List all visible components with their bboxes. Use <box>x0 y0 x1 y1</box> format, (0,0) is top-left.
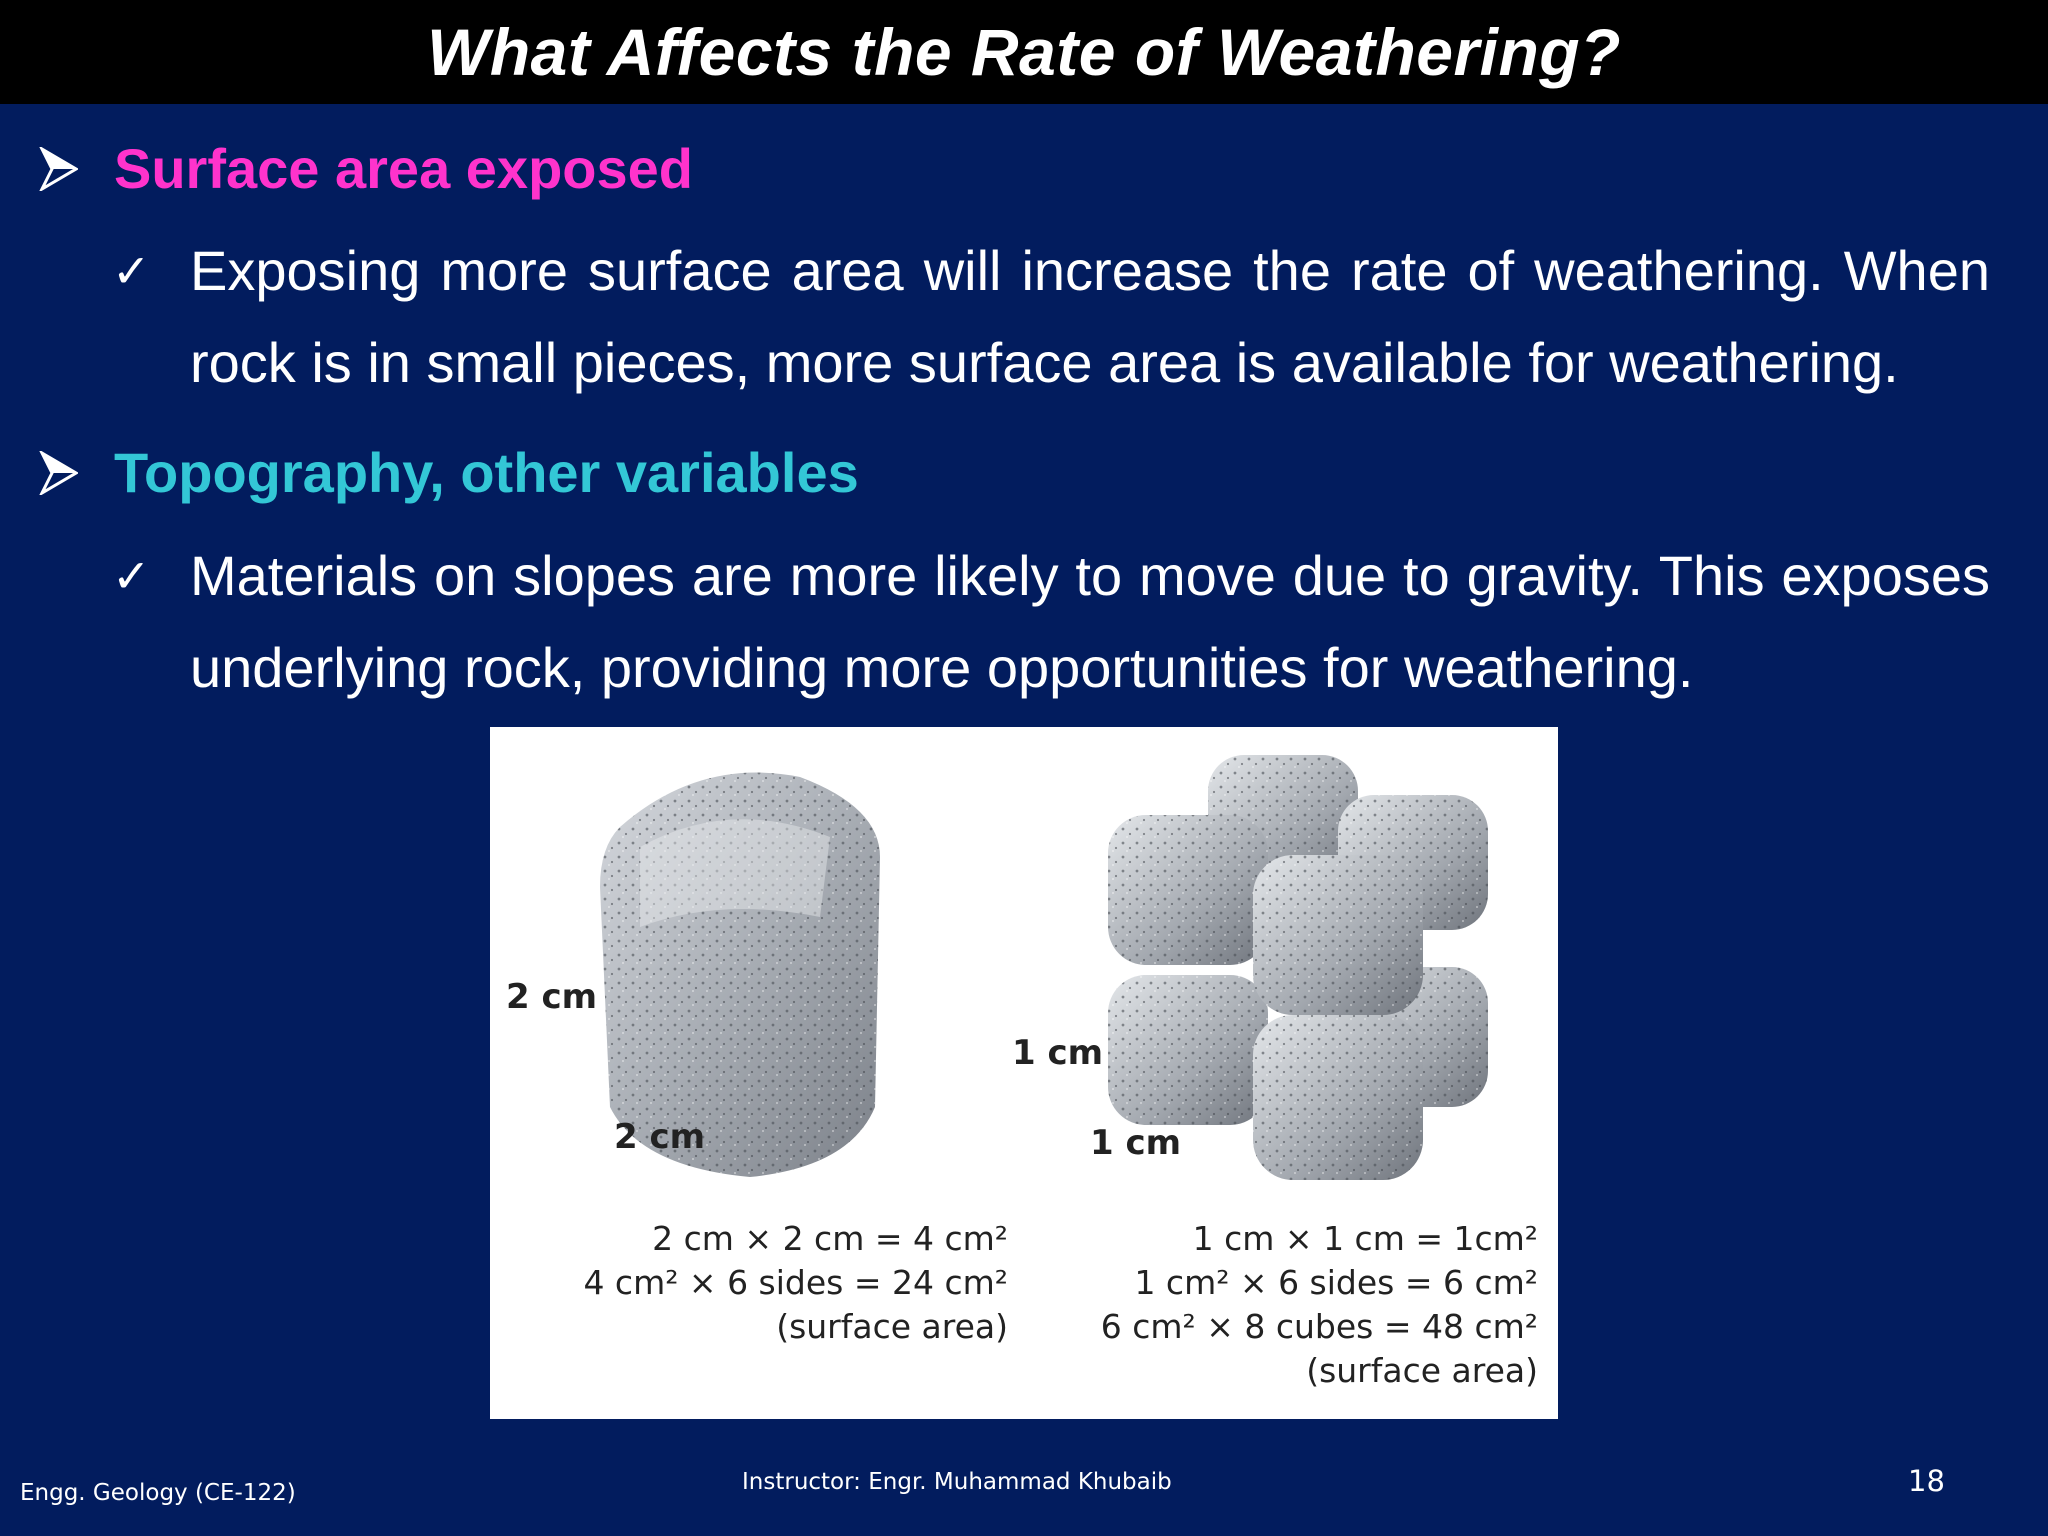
slide-title: What Affects the Rate of Weathering? <box>427 15 1621 89</box>
title-bar <box>0 0 2048 104</box>
large-cube-eq-line: 2 cm × 2 cm = 4 cm² <box>652 1219 1008 1258</box>
arrow-bullet-icon <box>38 147 78 191</box>
bullet-subpoint-1 <box>112 225 1992 409</box>
large-cube-eq-line: (surface area) <box>776 1307 1008 1346</box>
bullet-heading-2: Topography, other variables <box>114 441 859 504</box>
small-cube-eq-line: 6 cm² × 8 cubes = 48 cm² <box>1100 1307 1538 1346</box>
checkmark-icon: ✓ <box>112 549 151 603</box>
small-cubes-calculation <box>1101 1217 1538 1393</box>
large-cube-calculation <box>583 1217 1008 1349</box>
small-cube-eq-line: (surface area) <box>1306 1351 1538 1390</box>
checkmark-icon: ✓ <box>112 244 151 298</box>
small-cube-eq-line: 1 cm² × 6 sides = 6 cm² <box>1134 1263 1538 1302</box>
bullet-heading-row-1 <box>38 136 693 201</box>
small-cube-eq-line: 1 cm × 1 cm = 1cm² <box>1192 1219 1538 1258</box>
small-cube-bottom-label: 1 cm <box>1090 1123 1182 1163</box>
bullet-text-2: Materials on slopes are more likely to move due to gravity. This exposes underlying rock, providing more opportunities for weathering. <box>190 544 1990 699</box>
surface-area-figure <box>490 727 1558 1419</box>
bullet-heading-row-2 <box>38 440 859 505</box>
large-cube-bottom-label: 2 cm <box>614 1117 706 1157</box>
page-number: 18 <box>1908 1464 1945 1498</box>
bullet-heading-1: Surface area exposed <box>114 137 693 200</box>
bullet-text-1: Exposing more surface area will increase the rate of weathering. When rock is in small pieces, more surface area is available for weathering. <box>190 239 1990 394</box>
arrow-bullet-icon <box>38 451 78 495</box>
small-rock-cubes <box>1108 755 1488 1180</box>
large-cube-eq-line: 4 cm² × 6 sides = 24 cm² <box>583 1263 1008 1302</box>
instructor-footer: Instructor: Engr. Muhammad Khubaib <box>742 1469 1172 1495</box>
bullet-subpoint-2 <box>112 530 1992 714</box>
course-footer: Engg. Geology (CE-122) <box>20 1480 296 1506</box>
large-cube-side-label: 2 cm <box>506 977 598 1017</box>
small-cube-side-label: 1 cm <box>1012 1033 1104 1073</box>
